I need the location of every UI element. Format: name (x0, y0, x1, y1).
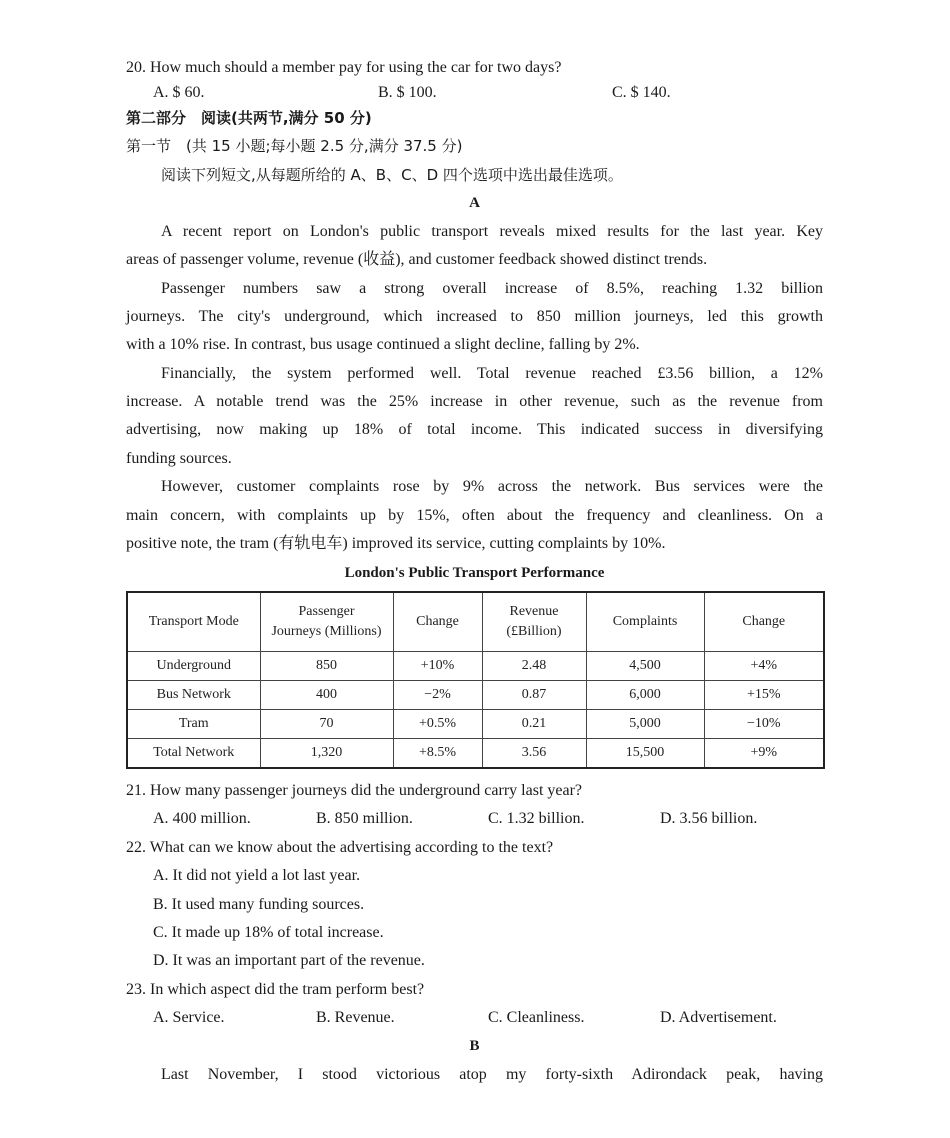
q21-option-d: D. 3.56 billion. (660, 810, 758, 827)
cell-mode: Underground (127, 652, 260, 681)
cell-complaints-change: +9% (704, 739, 824, 769)
q23-option-c: C. Cleanliness. (488, 1009, 585, 1026)
table-title: London's Public Transport Performance (344, 565, 605, 581)
passage-a-line: with a 10% rise. In contrast, bus usage continued a slight decline, falling by 2%. (126, 336, 640, 353)
header-revenue: Revenue (£Billion) (482, 592, 586, 652)
cell-revenue: 0.87 (482, 681, 586, 710)
question-22-stem: 22. What can we know about the advertising according to the text? (126, 839, 554, 856)
table-row (127, 681, 824, 710)
section1-heading: 第一节 (共 15 小题;每小题 2.5 分,满分 37.5 分) (126, 137, 463, 155)
q20-option-a: A. $ 60. (153, 84, 205, 101)
cell-mode: Bus Network (127, 681, 260, 710)
q23-option-b: B. Revenue. (316, 1009, 395, 1026)
cell-complaints: 6,000 (586, 681, 704, 710)
question-20-stem: 20. How much should a member pay for using the car for two days? (126, 59, 562, 76)
cell-journeys: 400 (260, 681, 393, 710)
cell-mode: Total Network (127, 739, 260, 769)
part2-heading: 第二部分 阅读(共两节,满分 50 分) (126, 109, 372, 127)
q20-option-c: C. $ 140. (612, 84, 671, 101)
header-transport-mode: Transport Mode (127, 592, 260, 652)
cell-revenue: 2.48 (482, 652, 586, 681)
cell-journeys-change: +10% (393, 652, 482, 681)
table-row (127, 710, 824, 739)
cell-complaints: 4,500 (586, 652, 704, 681)
question-21-stem: 21. How many passenger journeys did the underground carry last year? (126, 782, 583, 799)
cell-revenue: 0.21 (482, 710, 586, 739)
q20-option-b: B. $ 100. (378, 84, 437, 101)
cell-journeys-change: +0.5% (393, 710, 482, 739)
q21-option-b: B. 850 million. (316, 810, 413, 827)
table-row (127, 739, 824, 769)
q22-option-c: C. It made up 18% of total increase. (153, 924, 384, 941)
passage-a-line: Passenger numbers saw a strong overall increase of 8.5%, reaching 1.32 billion (161, 280, 823, 297)
cell-journeys-change: +8.5% (393, 739, 482, 769)
passage-a-line: main concern, with complaints up by 15%, often about the frequency and cleanliness. On a (126, 507, 823, 524)
cell-complaints: 15,500 (586, 739, 704, 769)
q21-option-a: A. 400 million. (153, 810, 251, 827)
passage-a-line: increase. A notable trend was the 25% increase in other revenue, such as the revenue from (126, 393, 823, 410)
passage-a-line: areas of passenger volume, revenue (收益), and customer feedback showed distinct trends. (126, 251, 708, 268)
cell-complaints-change: +15% (704, 681, 824, 710)
cell-revenue: 3.56 (482, 739, 586, 769)
passage-b-label: B (469, 1038, 480, 1054)
passage-b-first-line: Last November, I stood victorious atop my forty-sixth Adirondack peak, having (161, 1066, 823, 1083)
q22-option-d: D. It was an important part of the revenue. (153, 952, 425, 969)
q21-option-c: C. 1.32 billion. (488, 810, 585, 827)
passage-a-line: advertising, now making up 18% of total income. This indicated success in diversifying (126, 421, 823, 438)
cell-journeys-change: −2% (393, 681, 482, 710)
cell-complaints-change: +4% (704, 652, 824, 681)
header-complaints: Complaints (586, 592, 704, 652)
header-complaints-change: Change (704, 592, 824, 652)
cell-journeys: 70 (260, 710, 393, 739)
passage-a-line: positive note, the tram (有轨电车) improved its service, cutting complaints by 10%. (126, 535, 666, 552)
q22-option-b: B. It used many funding sources. (153, 896, 365, 913)
passage-a-line: A recent report on London's public transport reveals mixed results for the last year. Key (161, 223, 823, 240)
transport-performance-table (126, 591, 825, 769)
cell-journeys: 1,320 (260, 739, 393, 769)
cell-mode: Tram (127, 710, 260, 739)
q22-option-a: A. It did not yield a lot last year. (153, 867, 361, 884)
table-row (127, 652, 824, 681)
cell-journeys: 850 (260, 652, 393, 681)
cell-complaints: 5,000 (586, 710, 704, 739)
q23-option-d: D. Advertisement. (660, 1009, 777, 1026)
passage-a-line: Financially, the system performed well. Total revenue reached £3.56 billion, a 12% (161, 365, 823, 382)
passage-a-label: A (469, 195, 480, 211)
table-header-row (127, 592, 824, 652)
question-23-stem: 23. In which aspect did the tram perform best? (126, 981, 425, 998)
cell-complaints-change: −10% (704, 710, 824, 739)
q23-option-a: A. Service. (153, 1009, 225, 1026)
header-journeys-change: Change (393, 592, 482, 652)
header-passenger-journeys: Passenger Journeys (Millions) (260, 592, 393, 652)
passage-a-line: funding sources. (126, 450, 232, 467)
passage-a-line: journeys. The city's underground, which increased to 850 million journeys, led this growth (126, 308, 823, 325)
passage-a-line: However, customer complaints rose by 9% across the network. Bus services were the (161, 478, 823, 495)
reading-instruction: 阅读下列短文,从每题所给的 A、B、C、D 四个选项中选出最佳选项。 (161, 166, 623, 184)
